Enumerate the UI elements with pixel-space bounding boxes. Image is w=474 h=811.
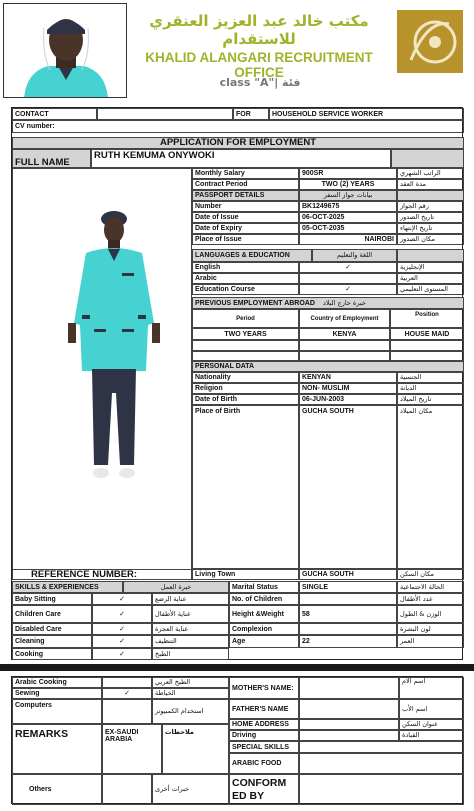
religion-value: NON- MUSLIM: [299, 383, 397, 394]
mother-name-label: MOTHER'S NAME:: [229, 677, 299, 699]
children-arabic: عدد الأطفال: [397, 593, 464, 605]
reference-number-label: REFERENCE NUMBER:: [12, 569, 192, 580]
religion-arabic: الديانة: [397, 383, 464, 394]
skill-cleaning-arabic: التنظيف: [152, 635, 229, 648]
marital-status-label: Marital Status: [229, 581, 299, 593]
skill-cooking-arabic: الطبخ: [152, 648, 229, 660]
home-address-value: [299, 719, 399, 730]
place-of-birth-value: GUCHA SOUTH: [299, 405, 397, 569]
skill-cleaning-check: ✓: [92, 635, 152, 648]
page-header: [0, 0, 474, 105]
date-of-birth-arabic: تاريخ الميلاد: [397, 394, 464, 405]
place-of-birth-arabic: مكان الميلاد: [397, 405, 464, 569]
complexion-value: [299, 623, 397, 635]
father-name-arabic: اسم الأب: [399, 699, 464, 719]
application-title: APPLICATION FOR EMPLOYMENT: [12, 137, 464, 149]
skill-baby-sitting-label: Baby Sitting: [12, 593, 92, 605]
skill-cooking-check: ✓: [92, 648, 152, 660]
date-of-issue-arabic: تاريخ الصدور: [397, 212, 464, 223]
position-column-header: Position: [390, 309, 464, 328]
confirmed-by-label: CONFORM ED BY: [229, 774, 299, 805]
sewing-arabic: الخياطة: [152, 688, 229, 699]
home-address-label: HOME ADDRESS: [229, 719, 299, 730]
employment-blank-1a: [192, 340, 299, 351]
height-weight-label: Height &Weight: [229, 605, 299, 623]
office-title-arabic: مكتب خالد عبد العزيز العنقري للاستقدام: [149, 12, 369, 48]
country-column-header: Country of Employment: [299, 309, 390, 328]
arabic-cooking-label: Arabic Cooking: [12, 677, 102, 688]
skill-disabled-care-label: Disabled Care: [12, 623, 92, 635]
passport-number-arabic: رقم الجواز: [397, 201, 464, 212]
passport-number-value: BK1249675: [299, 201, 397, 212]
for-label: FOR: [233, 108, 269, 120]
previous-employment-heading-text: PREVIOUS EMPLOYMENT ABROAD: [195, 299, 315, 307]
monthly-salary-value: 900SR: [299, 168, 397, 179]
children-value: [299, 593, 397, 605]
skill-cooking-label: Cooking: [12, 648, 92, 660]
computers-arabic: استخدام الكمبيوتر: [152, 699, 229, 724]
skill-children-care-check: ✓: [92, 605, 152, 623]
special-skills-value: [299, 741, 464, 753]
english-label: English: [192, 262, 299, 273]
languages-heading: LANGUAGES & EDUCATION: [192, 249, 312, 262]
place-of-issue-label: Place of Issue: [192, 234, 299, 245]
marital-status-arabic: الحالة الاجتماعية: [397, 581, 464, 593]
skill-children-care-label: Children Care: [12, 605, 92, 623]
living-town-arabic: مكان السكن: [397, 569, 464, 580]
full-name-blank: [391, 149, 464, 168]
age-value: 22: [299, 635, 397, 648]
place-of-birth-label: Place of Birth: [192, 405, 299, 569]
employment-blank-2c: [390, 351, 464, 361]
education-course-check: ✓: [299, 284, 397, 295]
complexion-arabic: لون البشرة: [397, 623, 464, 635]
skills-heading: SKILLS & EXPERIENCES: [12, 581, 123, 593]
date-of-birth-label: Date of Birth: [192, 394, 299, 405]
date-of-expiry-value: 05-OCT-2035: [299, 223, 397, 234]
employment-period-value: TWO YEARS: [192, 328, 299, 340]
education-course-label: Education Course: [192, 284, 299, 295]
computers-check: [102, 699, 152, 724]
education-course-arabic: المستوى التعليمي: [397, 284, 464, 295]
computers-label: Computers: [12, 699, 102, 724]
driving-arabic: القيادة: [399, 730, 464, 741]
nationality-arabic: الجنسية: [397, 372, 464, 383]
remarks-value: EX-SAUDI ARABIA: [102, 724, 162, 774]
monthly-salary-arabic: الراتب الشهري: [397, 168, 464, 179]
sewing-check: ✓: [102, 688, 152, 699]
languages-heading-blank: [397, 249, 464, 262]
living-town-label: Living Town: [192, 569, 299, 580]
remarks-arabic: ملاحظات: [162, 724, 229, 774]
passport-heading-blank: [397, 190, 464, 201]
skills-heading-arabic: خبرة العمل: [123, 581, 229, 593]
english-arabic: الإنجليزية: [397, 262, 464, 273]
page-separator: [0, 664, 474, 671]
contract-period-arabic: مدة العقد: [397, 179, 464, 190]
office-class-label: class "A"| فئة: [219, 76, 301, 89]
skill-baby-sitting-check: ✓: [92, 593, 152, 605]
employment-position-value: HOUSE MAID: [390, 328, 464, 340]
previous-employment-heading: [192, 297, 464, 309]
languages-heading-arabic: اللغة والتعليم: [312, 249, 397, 262]
arabic-label: Arabic: [192, 273, 299, 284]
contract-period-label: Contract Period: [192, 179, 299, 190]
sewing-label: Sewing: [12, 688, 102, 699]
candidate-full-photo: [64, 203, 164, 493]
date-of-issue-value: 06-OCT-2025: [299, 212, 397, 223]
age-label: Age: [229, 635, 299, 648]
arabic-value: [299, 273, 397, 284]
others-label: Others: [12, 774, 102, 805]
passport-heading-arabic: بيانات جواز السفر: [299, 190, 397, 201]
employment-blank-2a: [192, 351, 299, 361]
date-of-birth-value: 06-JUN-2003: [299, 394, 397, 405]
employment-blank-1b: [299, 340, 390, 351]
age-arabic: العمر: [397, 635, 464, 648]
driving-label: Driving: [229, 730, 299, 741]
passport-number-label: Number: [192, 201, 299, 212]
special-skills-label: SPECIAL SKILLS: [229, 741, 299, 753]
others-arabic: خبرات أخرى: [152, 774, 229, 805]
nationality-label: Nationality: [192, 372, 299, 383]
children-label: No. of Children: [229, 593, 299, 605]
father-name-label: FATHER'S NAME: [229, 699, 299, 719]
application-form-page-2: [11, 676, 463, 804]
header-candidate-photo: [3, 3, 127, 98]
height-weight-arabic: الوزن & الطول: [397, 605, 464, 623]
employment-country-value: KENYA: [299, 328, 390, 340]
english-check: ✓: [299, 262, 397, 273]
arabic-food-label: ARABIC FOOD: [229, 753, 299, 774]
arabic-food-value: [299, 753, 464, 774]
contract-period-value: TWO (2) YEARS: [299, 179, 397, 190]
driving-value: [299, 730, 399, 741]
mother-name-value: [299, 677, 399, 699]
employment-blank-1c: [390, 340, 464, 351]
father-name-value: [299, 699, 399, 719]
contact-label: CONTACT: [12, 108, 97, 120]
skill-disabled-care-arabic: عناية العجزة: [152, 623, 229, 635]
marital-status-value: SINGLE: [299, 581, 397, 593]
arabic-arabic: العربية: [397, 273, 464, 284]
full-name-value: RUTH KEMUMA ONYWOKI: [91, 149, 391, 168]
date-of-expiry-label: Date of Expiry: [192, 223, 299, 234]
office-logo: [397, 10, 463, 73]
living-town-value: GUCHA SOUTH: [299, 569, 397, 580]
employment-blank-2b: [299, 351, 390, 361]
religion-label: Religion: [192, 383, 299, 394]
date-of-issue-label: Date of Issue: [192, 212, 299, 223]
skill-cleaning-label: Cleaning: [12, 635, 92, 648]
arabic-cooking-check: [102, 677, 152, 688]
full-name-label: FULL NAME: [12, 149, 91, 168]
mother-name-arabic: اسم الأم: [399, 677, 464, 699]
arabic-cooking-arabic: الطبخ العربي: [152, 677, 229, 688]
home-address-arabic: عنوان السكن: [399, 719, 464, 730]
height-weight-value: 58: [299, 605, 397, 623]
application-form: [11, 107, 463, 660]
others-check: [102, 774, 152, 805]
personal-data-heading: PERSONAL DATA: [192, 361, 464, 372]
office-title-english: KHALID ALANGARI RECRUITMENT OFFICE: [145, 50, 373, 80]
monthly-salary-label: Monthly Salary: [192, 168, 299, 179]
complexion-label: Complexion: [229, 623, 299, 635]
date-of-expiry-arabic: تاريخ الإنتهاء: [397, 223, 464, 234]
skill-children-care-arabic: عناية الأطفال: [152, 605, 229, 623]
job-title: HOUSEHOLD SERVICE WORKER: [269, 108, 464, 120]
place-of-issue-value: NAIROBI: [299, 234, 397, 245]
cv-number: CV number:: [12, 120, 464, 133]
previous-employment-heading-arabic: خبرة خارج البلاد: [322, 298, 366, 307]
nationality-value: KENYAN: [299, 372, 397, 383]
skill-baby-sitting-arabic: عناية الرضع: [152, 593, 229, 605]
skill-disabled-care-check: ✓: [92, 623, 152, 635]
period-column-header: Period: [192, 309, 299, 328]
contact-value[interactable]: [97, 108, 233, 120]
passport-heading: PASSPORT DETAILS: [192, 190, 299, 201]
remarks-label: REMARKS: [12, 724, 102, 774]
place-of-issue-arabic: مكان الصدور: [397, 234, 464, 245]
confirmed-by-value: [299, 774, 464, 805]
